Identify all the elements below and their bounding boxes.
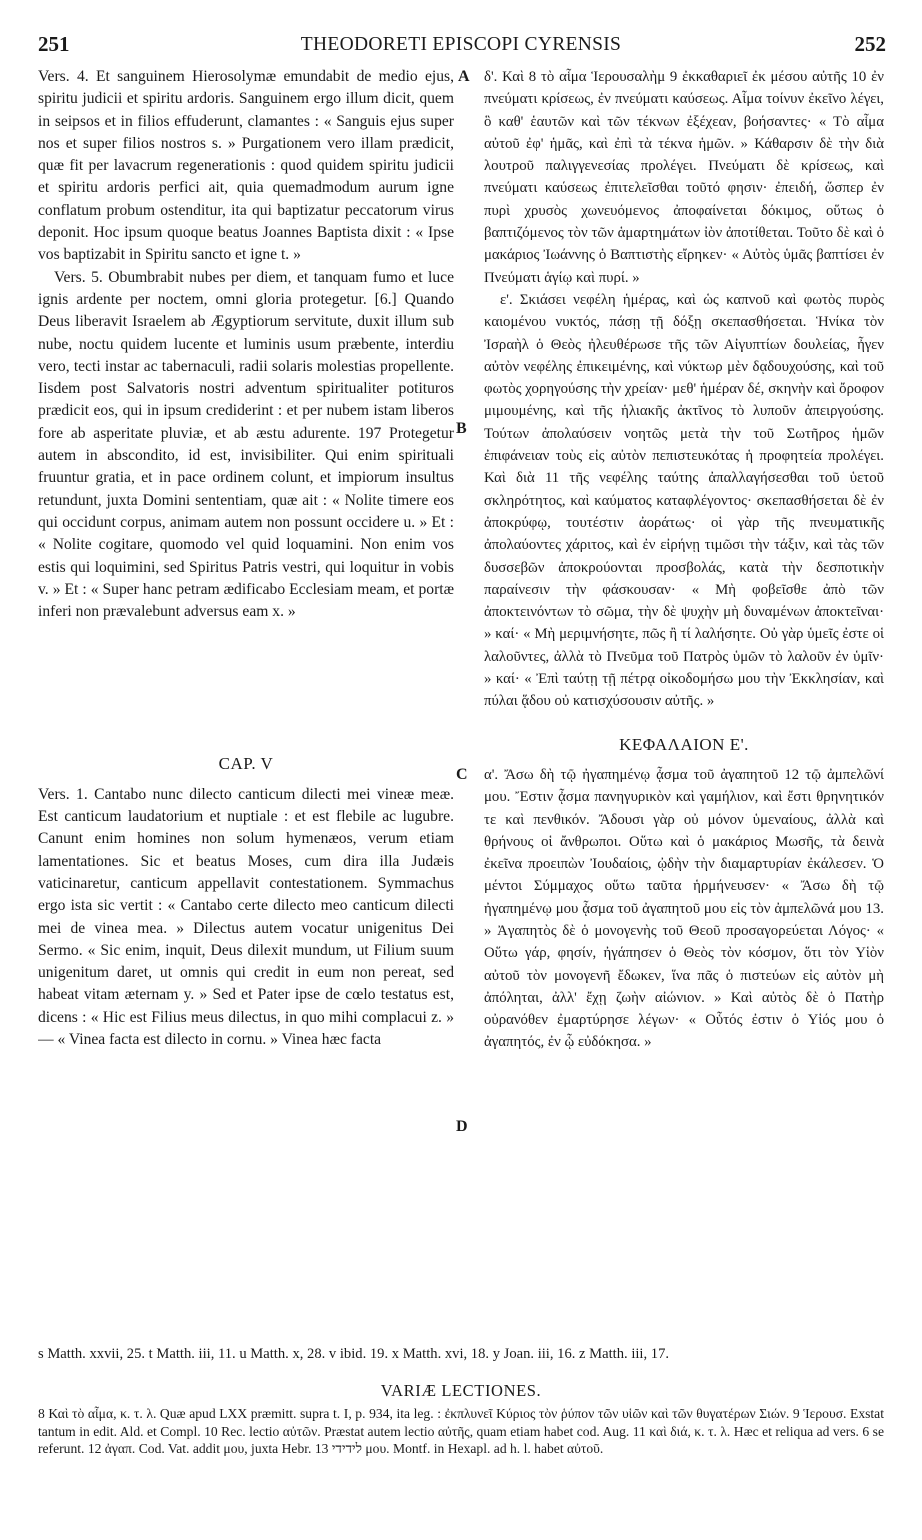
page-header	[32, 32, 890, 62]
latin-chapter-paragraph: Vers. 1. Cantabo nunc dilecto canticum dilecti mei vineæ meæ. Est canticum laudatorium et nuptiale : et est flebile ac lugubre. Canunt enim homines non solum hymenæos, verum etiam lamentationes. Sic et beatus Moses, cum dira illa Judæis vaticinaretur, canticum appellavit contestationem. Symmachus ergo ista sic vertit : « Cantabo certe dilecto meo canticum dilecti mei de vinea mea. » Dilectus autem vocatur unigenitus Dei Sermo. « Sic enim, inquit, Deus dilexit mundum, ut Filium suum unigenitum daret, ut omnis qui credit in eum non pereat, sed habeat vitam æternam y. » Sed et Pater ipse de cœlo testatus est, dicens : « Hic est Filius meus dilectus, in quo mihi complacui z. » — « Vinea facta est dilecto in cornu. » Vinea hæc facta	[38, 785, 454, 1048]
right-page-number: 252	[854, 32, 886, 56]
variae-lectiones-text: 8 Καὶ τὸ αἷμα, κ. τ. λ. Quæ apud LXX præmitt. supra t. I, p. 934, ita leg. : ἐκπλυνεῖ Κύριος τὸν ῥύπον τῶν υἱῶν καὶ τῶν θυγατέρων Σιών. 9 Ἱερουσ. Exstat tantum in edit. Ald. et Compl. 10 Rec. lectio αὐτῶν. Præstat autem lectio αὐτῆς, quam etiam habet cod. Aug. 11 καὶ διά, κ. τ. λ. Hæc et reliqua ad vers. 6 se referunt. 12 ἀγαπ. Cod. Vat. addit μου, juxta Hebr. לידידי 13 μου. Montf. in Hexapl. ad h. l. habet αὐτοῦ.	[38, 1406, 884, 1456]
greek-chapter-heading: ΚΕΦΑΛΑΙΟΝ Ε'.	[619, 734, 749, 754]
greek-chapter-paragraph: α'. Ἄσω δὴ τῷ ἠγαπημένῳ ᾆσμα τοῦ ἀγαπητοῦ 12 τῷ ἀμπελῶνί μου. Ἔστιν ᾆσμα πανηγυρικὸν καὶ γαμήλιον, καὶ ἔστι θρηνητικόν τε καὶ πενθικόν. Ἄδουσι γὰρ οὐ μόνον ὑμεναίους, ἀλλὰ καὶ θρήνους οἱ ἄνθρωποι. Οὕτω καὶ ὁ μακάριος Μωσῆς, τὰ δεινὰ ἐκεῖνα προειπὼν Ἰουδαίοις, ᾠδὴν τὴν διαμαρτυρίαν ἐκάλεσεν. Ὁ μέντοι Σύμμαχος οὕτω ταῦτα ἡρμήνευσεν· « Ἄσω δὴ τῷ ἠγαπημένῳ μου ᾆσμα τοῦ ἀγαπητοῦ μου εἰς τὸν ἀμπελῶνά μου 13. » Ἀγαπητὸς δὲ ὁ μονογενὴς τοῦ Θεοῦ προσαγορεύεται Λόγος· « Οὕτω γάρ, φησίν, ἠγάπησεν ὁ Θεὸς τὸν κόσμον, ὅτι τὸν Υἱὸν αὐτοῦ τὸν μονογενῆ ἔδωκεν, ἵνα πᾶς ὁ πιστεύων εἰς αὐτὸν μὴ ἀπόληται, ἀλλ' ἔχῃ ζωὴν αἰώνιον. » Καὶ αὐτὸς δὲ ὁ Πατὴρ οὐρανόθεν ἐμαρτύρησε λέγων· « Οὗτός ἐστιν ὁ Υἱός μου ὁ ἀγαπητός, ἐν ᾧ εὐδόκησα. »	[484, 766, 884, 1051]
left-page-number: 251	[38, 32, 70, 56]
latin-paragraph: Vers. 4. Et sanguinem Hierosolymæ emundabit de medio ejus, spiritu judicii et spiritu ardoris. Sanguinem ergo illum dicit, quem in seipsos et in filios effuderunt, clamantes : « Sanguis ejus super nos et super filios nostros s. » Purgationem vero illam prædicit, quæ fit per lavacrum regenerationis : quod quidem spiritu judicii et spiritu ardoris perfici ait, quia quemadmodum aurum igne conflatum probum ostenditur, ita qui baptizatur peccatorum virus deponit. Hoc ipsum quoque beatus Joannes Baptista dixit : « Ipse vos baptizabit in Spiritu sancto et igne t. »	[38, 68, 454, 264]
latin-chapter-heading: CAP. V	[218, 754, 274, 774]
greek-paragraph: δ'. Καὶ 8 τὸ αἷμα Ἱερουσαλὴμ 9 ἐκκαθαριεῖ ἐκ μέσου αὐτῆς 10 ἐν πνεύματι κρίσεως, ἐν πνεύματι καύσεως. Αἷμα τοίνυν ἐκεῖνο λέγει, ὃ καθ' ἑαυτῶν καὶ τῶν τέκνων ἐξέχεαν, βοήσαντες· « Τὸ αἷμα αὐτοῦ ἐφ' ἡμᾶς, καὶ ἐπὶ τὰ τέκνα ἡμῶν. » Κάθαρσιν δὲ τὴν διὰ λουτροῦ παλιγγενεσίας προλέγει. Πνεύματι δὲ κρίσεως, καὶ πνεύματι καύσεως ἐπιτελεῖσθαι τοῦτό φησιν· ἐπειδή, ὥσπερ ἐν πυρὶ χρυσὸς χωνευόμενος ἀποφαίνεται δόκιμος, οὕτως ὁ βαπτιζόμενος τὸν τῶν ἁμαρτημάτων ἰὸν ἀποτίθεται. Τοῦτο δὲ καὶ ὁ μακάριος Ἰωάννης ὁ Βαπτιστὴς εἴρηκεν· « Αὐτὸς ὑμᾶς βαπτίσει ἐν Πνεύματι ἁγίῳ καὶ πυρί. »	[484, 69, 884, 286]
footnotes	[38, 1345, 884, 1364]
footnote-references: s Matth. xxvii, 25. t Matth. iii, 11. u Matth. x, 28. v ibid. 19. x Matth. xvi, 18. y Joan. iii, 16. z Matth. iii, 17.	[38, 1346, 670, 1362]
latin-paragraph: Vers. 5. Obumbrabit nubes per diem, et tanquam fumo et luce ignis ardente per noctem, omni gloria protegetur. [6.] Quando Deus liberavit Israelem ab Ægyptiorum servitute, duxit illum sub nube, noctu quidem lucente et luminis usum præbente, interdiu vero, tecti instar ac tabernaculi, radii solaris molestias propellente. Iisdem post Salvatoris nostri adventum spiritualiter potituros prædicit eos, qui in ipsum crediderint : et per nubem istam liberos fore ab asperitate pluviæ, et ab æstu adurente. 197 Protegetur autem in abscondito, id est, invisibiliter. Qui enim spirituali fruuntur gratia, et in pace ordinem colunt, et impiorum insultus retundunt, juxta Domini sententiam, quæ ait : « Nolite timere eos qui occidunt corpus, animam autem non possunt occidere u. » Et : « Nolite cogitare, quomodo vel quid loquamini. Non enim vos estis qui loquimini, sed Spiritus Patris vestri, qui loquitur in vobis v. » Et : « Super hanc petram ædificabo Ecclesiam meam, et portæ inferi non prævalebunt adversus eam x. »	[38, 268, 454, 621]
latin-column	[38, 66, 454, 1051]
variae-lectiones	[38, 1405, 884, 1458]
greek-paragraph: ε'. Σκιάσει νεφέλη ἡμέρας, καὶ ὡς καπνοῦ καὶ φωτὸς πυρὸς καιομένου νυκτός, πάσῃ τῇ δόξῃ σκεπασθήσεται. Ἡνίκα τὸν Ἰσραὴλ ὁ Θεὸς ἠλευθέρωσε τῆς τῶν Αἰγυπτίων δουλείας, ἦγεν αὐτὸν νεφέλης ἐπικειμένης, καὶ νύκτωρ μὲν δᾳδουχούσης, καὶ τοῦ φωτὸς χορηγούσης τὴν χρείαν· μεθ' ἡμέραν δέ, σκηνὴν καὶ ὄροφον μιμουμένης, καὶ τῆς ἡλιακῆς ἀκτῖνος τὸ λυποῦν ἀπειργούσης. Τούτων ἀπολαύσειν νοητῶς μετὰ τὴν τοῦ Σωτῆρος ἡμῶν ἐπιφάνειαν τοὺς εἰς αὐτὸν πεπιστευκότας ἡ προφητεία προλέγει. Καὶ διὰ 11 τῆς νεφέλης ταύτης ἀπαλλαγήσεσθαι τοῦ ὑετοῦ σκληρότητος, καὶ καύματος καταφλέγοντος· σκεπασθήσεται δὲ ἐν ἀποκρύφῳ, τουτέστιν ἀοράτως· οἱ γὰρ τῆς πνευματικῆς ἀπολαύοντες χάριτος, καὶ ἐν εἰρήνῃ τιμῶσι τὴν τάξιν, καὶ τὰς τῶν δυσσεβῶν ἀποκρούονται προσβολάς, κατὰ τὴν δεσποτικὴν παραίνεσιν τὴν φάσκουσαν· « Μὴ φοβεῖσθε ἀπὸ τῶν ἀποκτεινόντων τὸ σῶμα, τὴν δὲ ψυχὴν μὴ δυναμένων ἀποκτεῖναι· » καί· « Μὴ μεριμνήσητε, πῶς ἢ τί λαλήσητε. Οὐ γὰρ ὑμεῖς ἐστε οἱ λαλοῦντες, ἀλλὰ τὸ Πνεῦμα τοῦ Πατρὸς ὑμῶν τὸ λαλοῦν ἐν ὑμῖν· » καί· « Ἐπὶ ταύτῃ τῇ πέτρᾳ οἰκοδομήσω μου τὴν Ἐκκλησίαν, καὶ πύλαι ᾅδου οὐ κατισχύσουσιν αὐτῆς. »	[484, 291, 884, 710]
greek-column	[484, 66, 884, 1054]
running-title: THEODORETI EPISCOPI CYRENSIS	[300, 34, 622, 55]
margin-letter-a: A	[458, 68, 470, 85]
margin-letter-b: B	[456, 420, 467, 437]
variae-lectiones-title: VARIÆ LECTIONES.	[380, 1381, 542, 1400]
margin-letter-d: D	[456, 1118, 468, 1135]
margin-letter-c: C	[456, 766, 468, 783]
